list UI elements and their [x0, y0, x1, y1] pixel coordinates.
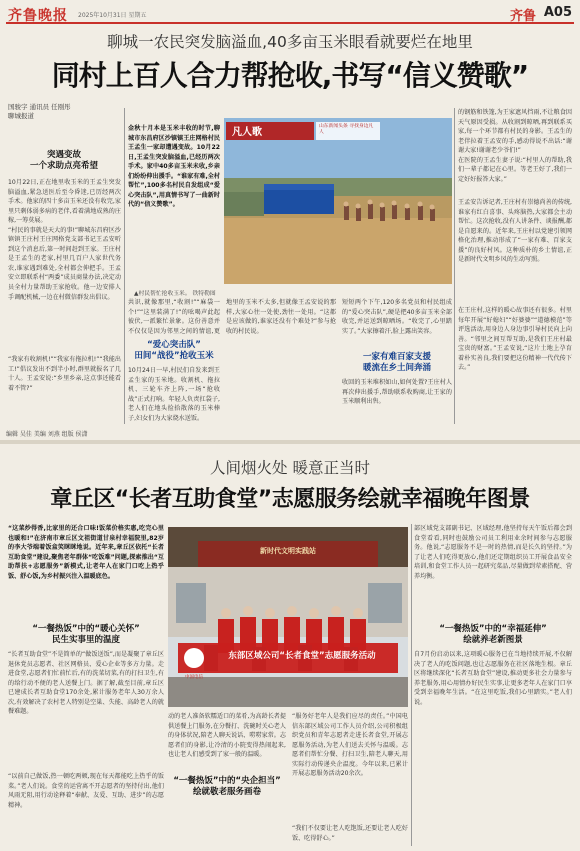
story1-right-text-1: 的钢筋和铁篷,为王家遮风挡雨,不让粮食因天气原因受损。从收割到晾晒,再到联系买家,每一个环节都有村民的身影。王孟生的老伴拉着王孟安的手,感动得说不出话:“谢谢大家!谢谢老少爷们!” 在医院的王孟生妻子说:“村里人的帮助,我们一辈子都记在心里。等老王好了,我们一定好好报答大家。”: [458, 109, 572, 183]
story2-subhead-2: “一餐热饭”中的“央企担当” 绘就敬老服务画卷: [173, 776, 281, 797]
story1-col1-text-b: “我家有收割机!”“我家有拖拉机!”“我能出工!”倡议发出不到半小时,群里就报名了几十人。王孟安说:“乡里乡亲,这点事还能看着不管?”: [8, 356, 121, 392]
story1-mid-text-4: 短短两个下午,120多名党员和村民组成的“爱心突击队”,硬是把40多亩玉米全部收完,并运送到晾晒场。“收完了,心里踏实了。”大家擦着汗,脸上露出笑容。: [342, 299, 452, 335]
editor-credits: 编辑 吴佳 美编 刘燕 组版 侯潇: [6, 431, 88, 438]
story2-kicker: 人间烟火处 暖意正当时: [210, 459, 370, 477]
story1-mid-text-3: 地里的玉米不太多,但就像王孟安说的那样,大家心往一处使,劲往一处用。“这都是应该做的,谁家还没有个难处?”参与抢收的村民说。: [226, 299, 336, 335]
issue-date: 2025年10月31日 星期五: [78, 12, 147, 19]
story2-col1-text-b: “以前自己做饭,热一顿吃两顿,现在每天都能吃上热乎的饭菜。”老人们说。食堂的运营离不开志愿者的坚持付出,他们风雨无阻,用行动诠释着“奉献、友爱、互助、进步”的志愿精神。: [8, 773, 164, 809]
story1-lead-box: 金秋十月本是玉米丰收的时节,聊城市东昌府区沙镇镇王庄网格村民王孟生一家却遭遇变故。10月22日,王孟生突发脑溢血,已经历两次手术。家中40多亩玉米未收,乡亲们纷纷伸出援手。“谁家有难,全村帮忙”,100多名村民自发组成“爱心突击队”,用真情书写了一曲新时代的“信义赞歌”。: [128, 125, 220, 209]
story2-lead: “这菜炒得香,比家里的还合口味!饭菜价格实惠,吃完心里也暖和!”在济南市章丘区文祖街道甘泉村幸福院里,82岁的李大爷端着饭盒笑眯眯地说。近年来,章丘区依托“长者互助食堂”建设,聚焦老年群体“吃饭难”问题,探索推出“互助帮扶+志愿服务”新模式,让老年人在家门口吃上热乎饭、舒心饭,为乡村振兴注入温暖底色。: [8, 525, 164, 580]
section-name: 齐鲁: [509, 9, 536, 24]
story2-right-text-1: 部区域党支部副书记、区域经理,他坚持每天午饭后都会到食堂看看,同时也鼓励公司员工利用业余时间参与志愿服务。他说,“志愿服务不是一时的热情,而是长久的坚持。”为了让老人们吃得更放心,他们还定期组织员工开展食品安全培训,和食堂工作人员一起研究菜品,尽量做到荤素搭配、营养均衡。: [414, 525, 572, 580]
column-rule: [411, 524, 412, 846]
harvest-photo-image: [224, 118, 452, 284]
story1-subhead-1: 突遇变故 一个求助点亮希望: [29, 150, 98, 171]
harvest-photo-caption: ▲村民帮忙抢收玉米。 铁特勒图: [134, 291, 216, 297]
masthead-logo: 齐鲁晚报: [8, 8, 68, 24]
story1-subhead-3: 一家有难百家支援 暖流在乡土间奔涌: [362, 352, 431, 373]
section-divider: [0, 440, 580, 444]
story1-col1-text-a: 10月22日,正在地里收玉米的王孟生突发脑溢血,紧急送医后至今昏迷,已历经两次手术。他家的四十多亩玉米还没有收完,家里只剩体弱多病的老伴,看着满地成熟的庄稼,一筹莫展。 “村民的事就是天大的事!”聊城东昌府区沙镇镇王庄村王庄网格党支部书记王孟安听到这个消息后,第一时间赶到王家。王庄村是王孟生的老家,村里几百户人家世代务农,谁家遇到难处,全村都会伸把手。王孟安立即联系村“两委”成员商量办法,决定动员全村力量帮助王家抢收。他一边安排人手调配机械,一边在村微信群发出倡议。: [8, 179, 121, 301]
story1-mid-text-1: 共识,就像那里,“收割!”“麻袋一个!”“这里装满了!”的吆喝声此起彼伏,一派繁忙景象。这份善意并不仅仅是因为邻里之间的情谊,更: [128, 299, 220, 335]
story1-byline: [8, 103, 71, 121]
banner-subtitle: 山东新闻头条 寻找身边凡人: [319, 124, 374, 135]
story2-subhead-1: “一餐热饭”中的“暖心关怀” 民生实事里的温度: [32, 624, 140, 645]
story2-mid-text-1: 动的老人准备软糯适口的菜肴,为高龄长者提供送餐上门服务,在分餐打、洗碗时关心老人的身体状况,陪老人聊天说话、唠唠家常。志愿者们的身影,让冷清的小院变得热闹起来,也让老人们感受到了家一般的温暖。: [168, 713, 286, 759]
story2-subhead-3: “一餐热饭”中的“幸福延伸” 绘就养老新图景: [439, 624, 547, 645]
page-header: [6, 4, 574, 24]
story1-headline: 同村上百人合力帮抢收,书写“信义赞歌”: [51, 59, 529, 92]
story2-headline: 章丘区“长者互助食堂”志愿服务绘就幸福晚年图景: [50, 487, 530, 512]
story2-right-text-2: 自7月份启动以来,这项暖心服务已在当地持续开展,不仅解决了老人的吃饭问题,也让志愿服务在社区落地生根。章丘区将继续深化“长者互助食堂”建设,推动更多社会力量参与养老服务,用心用情办好民生实事,让更多老年人在家门口享受到幸福晚年生活。“在这里吃饭,我们心里踏实。”老人们说。: [414, 651, 572, 706]
story1-kicker: 聊城一农民突发脑溢血,40多亩玉米眼看就要烂在地里: [107, 33, 473, 51]
column-rule: [124, 108, 125, 424]
volunteer-banner-text: 东部区域公司“长者食堂”志愿服务活动: [228, 651, 376, 661]
canteen-photo: [168, 527, 408, 707]
china-telecom-logo: 中国电信: [185, 675, 203, 680]
page-number: A05: [543, 5, 572, 20]
story2-col1-text-a: “长者互助食堂”不是简单的“做饭送饭”,而是凝聚了章丘区退休党员志愿者、社区网格员、爱心企业等多方力量。走进食堂,志愿者们忙前忙后,有的洗菜切菜,有的打扫卫生,有的给行动不便的老人送餐上门。据了解,截至目前,章丘区已建成长者互助食堂170余处,累计服务老年人30万余人次,有效解决了农村老人特别是空巢、失能、高龄老人的就餐难题。: [8, 651, 164, 716]
story1-right-text-2: 王孟安告诉记者,王庄村有崇德尚善的传统,谁家有红白喜事、头疼脑热,大家都会主动帮忙。这次抢收,没有人讲条件、谈报酬,都是自愿来的。近年来,王庄村以党建引领网格化治理,推动形成了“一家有难、百家支援”的良好村风。这种质朴的乡土情谊,正是新时代文明乡风的生动写照。: [458, 199, 572, 264]
story1-right-text-3: 在王庄村,这样的暖心故事还有很多。村里每年开展“好媳妇”“好婆婆”“道德模范”等评选活动,用身边人身边事引导村民向上向善。“邻里之间互帮互助,是我们王庄村最宝贵的财富。”王孟安说,“这片土地上孕育着朴实善良,我们要把这份精神一代代传下去。”: [458, 307, 572, 372]
byline-reporters: 国骏字 通讯员 任刚彤: [8, 103, 71, 111]
practice-station-sign: 新时代文明实践站: [260, 547, 316, 555]
story2-mid-text-3: “我们不仅要让老人吃饱饭,还要让老人吃好饭、吃得舒心。”: [292, 825, 408, 842]
story1-mid-text-2: 10月24日一早,村民们自发来到王孟生家的玉米地。收割机、拖拉机、三轮车齐上阵,一场“抢收战”正式打响。年轻人负责扛袋子,老人们在地头捡拾散落的玉米棒子,妇女们为大家烧水送饭。: [128, 367, 220, 422]
banner-title: 凡人歌: [232, 127, 262, 138]
column-rule: [454, 108, 455, 424]
story2-mid-text-2: “服务好老年人是我们应尽的责任。”中国电信东部区域公司工作人员介绍,公司积极组织党员和青年志愿者走进长者食堂,开展志愿服务活动,为老人们送去关怀与温暖。志愿者们帮忙分餐、打扫卫生,陪老人聊天,用实际行动传递央企温度。今年以来,已累计开展志愿服务活动20余次。: [292, 713, 408, 778]
story1-mid-text-5: 收回的玉米堆积如山,如何处置?王庄村人再次伸出援手,帮助联系收购商,让王家的玉米顺利出售。: [342, 379, 452, 406]
harvest-photo: [224, 118, 452, 284]
byline-location: 聊城报道: [8, 112, 34, 120]
story1-subhead-2: “爱心突击队” 田间“战役”抢收玉米: [134, 340, 214, 361]
